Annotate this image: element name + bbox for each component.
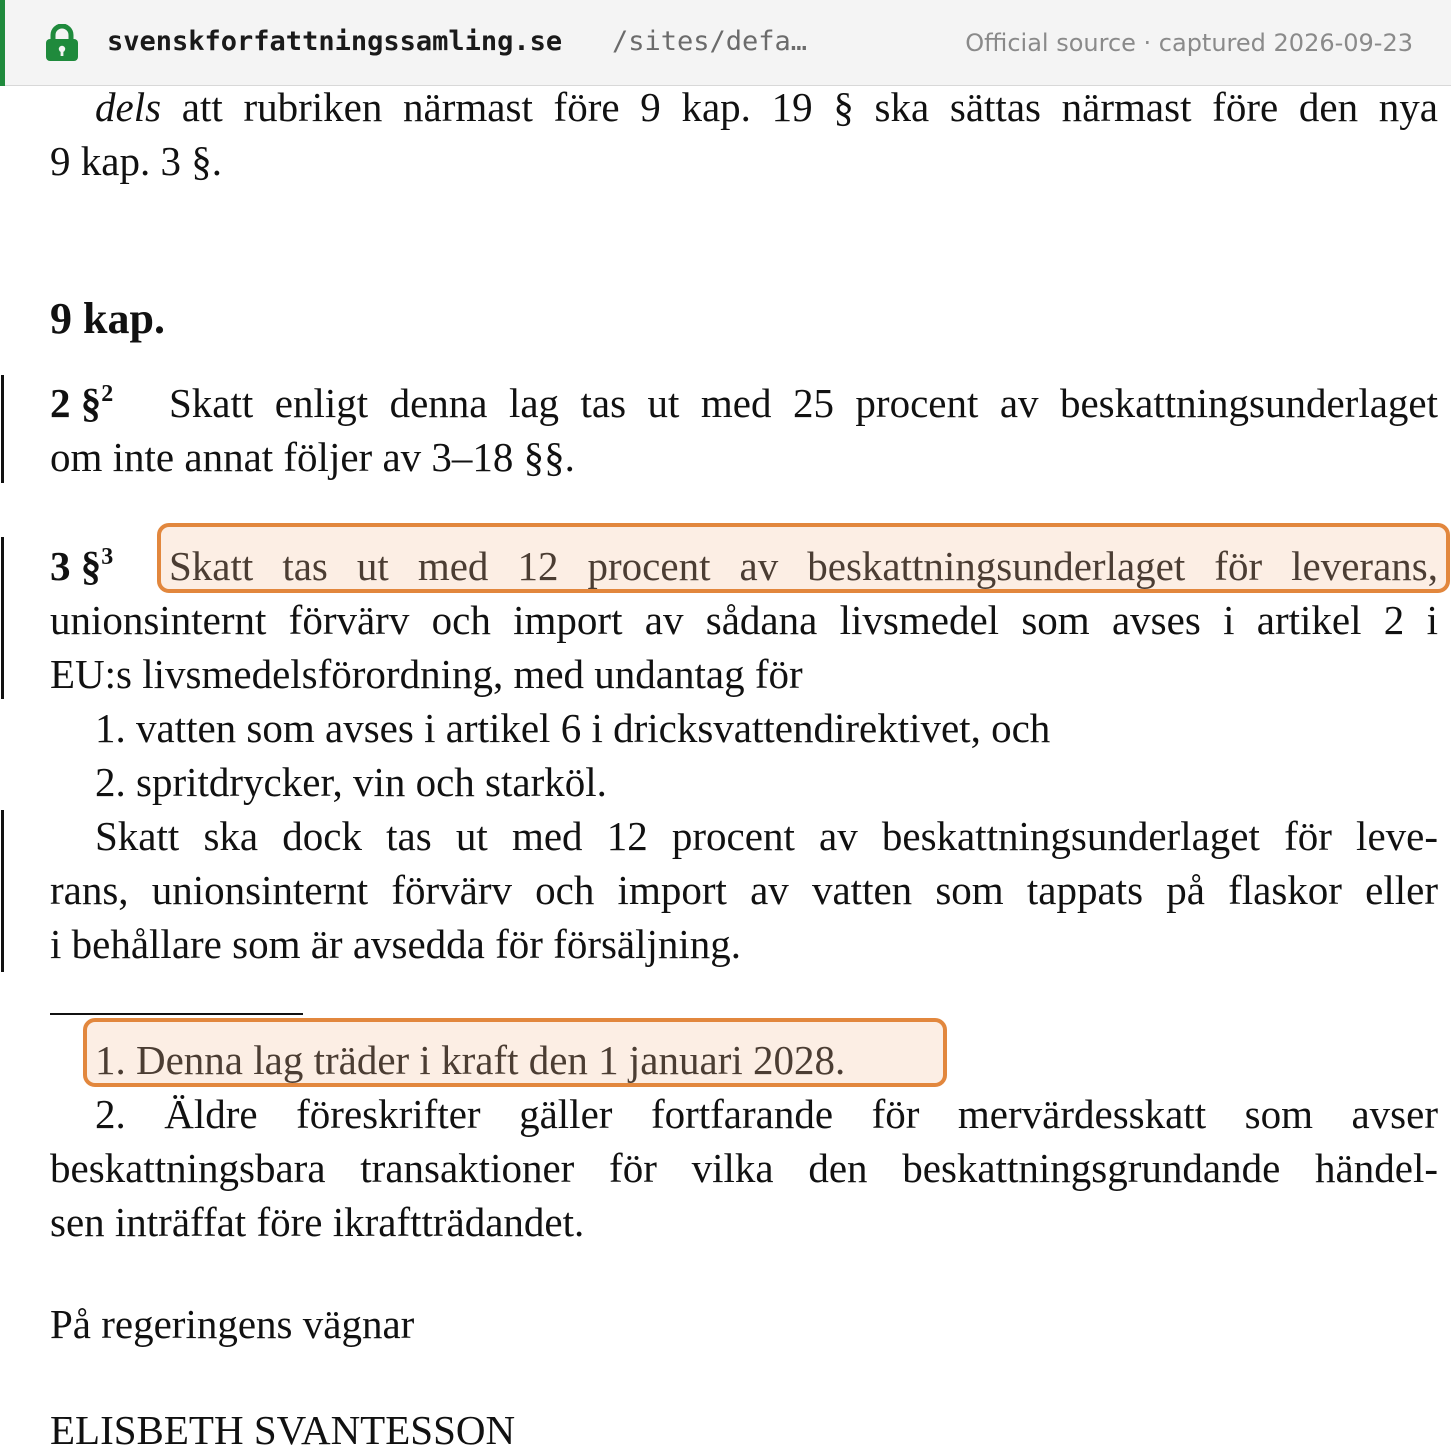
intro-line-2: 9 kap. 3 §. [50, 138, 222, 184]
section-3-line-2: unionsinternt förvärv och import av sådana livsmedel som avses i artikel 2 i [50, 597, 1438, 643]
transitional-item-2-line-1: 2. Äldre föreskrifter gäller fortfarande för mervärdesskatt som avser [95, 1091, 1438, 1137]
intro-line-1-text: att rubriken närmast före 9 kap. 19 § ska sättas närmast före den nya [161, 84, 1438, 130]
section-3-para-2-line-3: i behållare som är avsedda för försäljning. [50, 921, 742, 967]
section-3-line-3: EU:s livsmedelsförordning, med undantag för [50, 651, 803, 697]
section-3-label: 3 §$^3$ [50, 543, 114, 589]
chapter-heading: 9 kap. [50, 294, 165, 343]
change-bar-section-2 [1, 375, 4, 483]
change-bar-section-3-para-2 [1, 810, 4, 972]
section-3-para-2-line-1: Skatt ska dock tas ut med 12 procent av beskattningsunderlaget för leve- [95, 813, 1438, 859]
section-3-line-1: Skatt tas ut med 12 procent av beskattningsunderlaget för leverans, [169, 543, 1438, 589]
change-bar-section-3 [1, 537, 4, 699]
section-2-line-2: om inte annat följer av 3–18 §§. [50, 434, 575, 480]
transitional-item-2-line-3: sen inträffat före ikraftträdandet. [50, 1199, 585, 1245]
intro-italic-word: dels [95, 84, 162, 130]
section-3-item-1: 1. vatten som avses i artikel 6 i dricksvattendirektivet, och [95, 705, 1051, 751]
section-3-para-2-line-2: rans, unionsinternt förvärv och import av vatten som tappats på flaskor eller [50, 867, 1438, 913]
transitional-item-1: 1. Denna lag träder i kraft den 1 januari 2028. [95, 1037, 846, 1083]
signatory-name: ELISBETH SVANTESSON [50, 1407, 516, 1448]
transitional-divider [50, 1013, 303, 1015]
section-2-line-1: Skatt enligt denna lag tas ut med 25 procent av beskattningsunderlaget [169, 380, 1438, 426]
section-3-footnote-ref: 3 [101, 544, 114, 570]
capture-info: Official source · captured 2026-09-23 [965, 29, 1413, 57]
transitional-item-2-line-2: beskattningsbara transaktioner för vilka den beskattningsgrundande händel- [50, 1145, 1438, 1191]
intro-line-1 [95, 80, 1438, 134]
closing-phrase: På regeringens vägnar [50, 1301, 415, 1347]
source-domain[interactable]: svenskforfattningssamling.se [107, 26, 563, 57]
section-2-label: 2 §$^2$ [50, 380, 114, 426]
section-2-footnote-ref: 2 [101, 381, 114, 407]
source-path[interactable]: /sites/defa… [612, 26, 808, 57]
section-3-item-2: 2. spritdrycker, vin och starköl. [95, 759, 607, 805]
